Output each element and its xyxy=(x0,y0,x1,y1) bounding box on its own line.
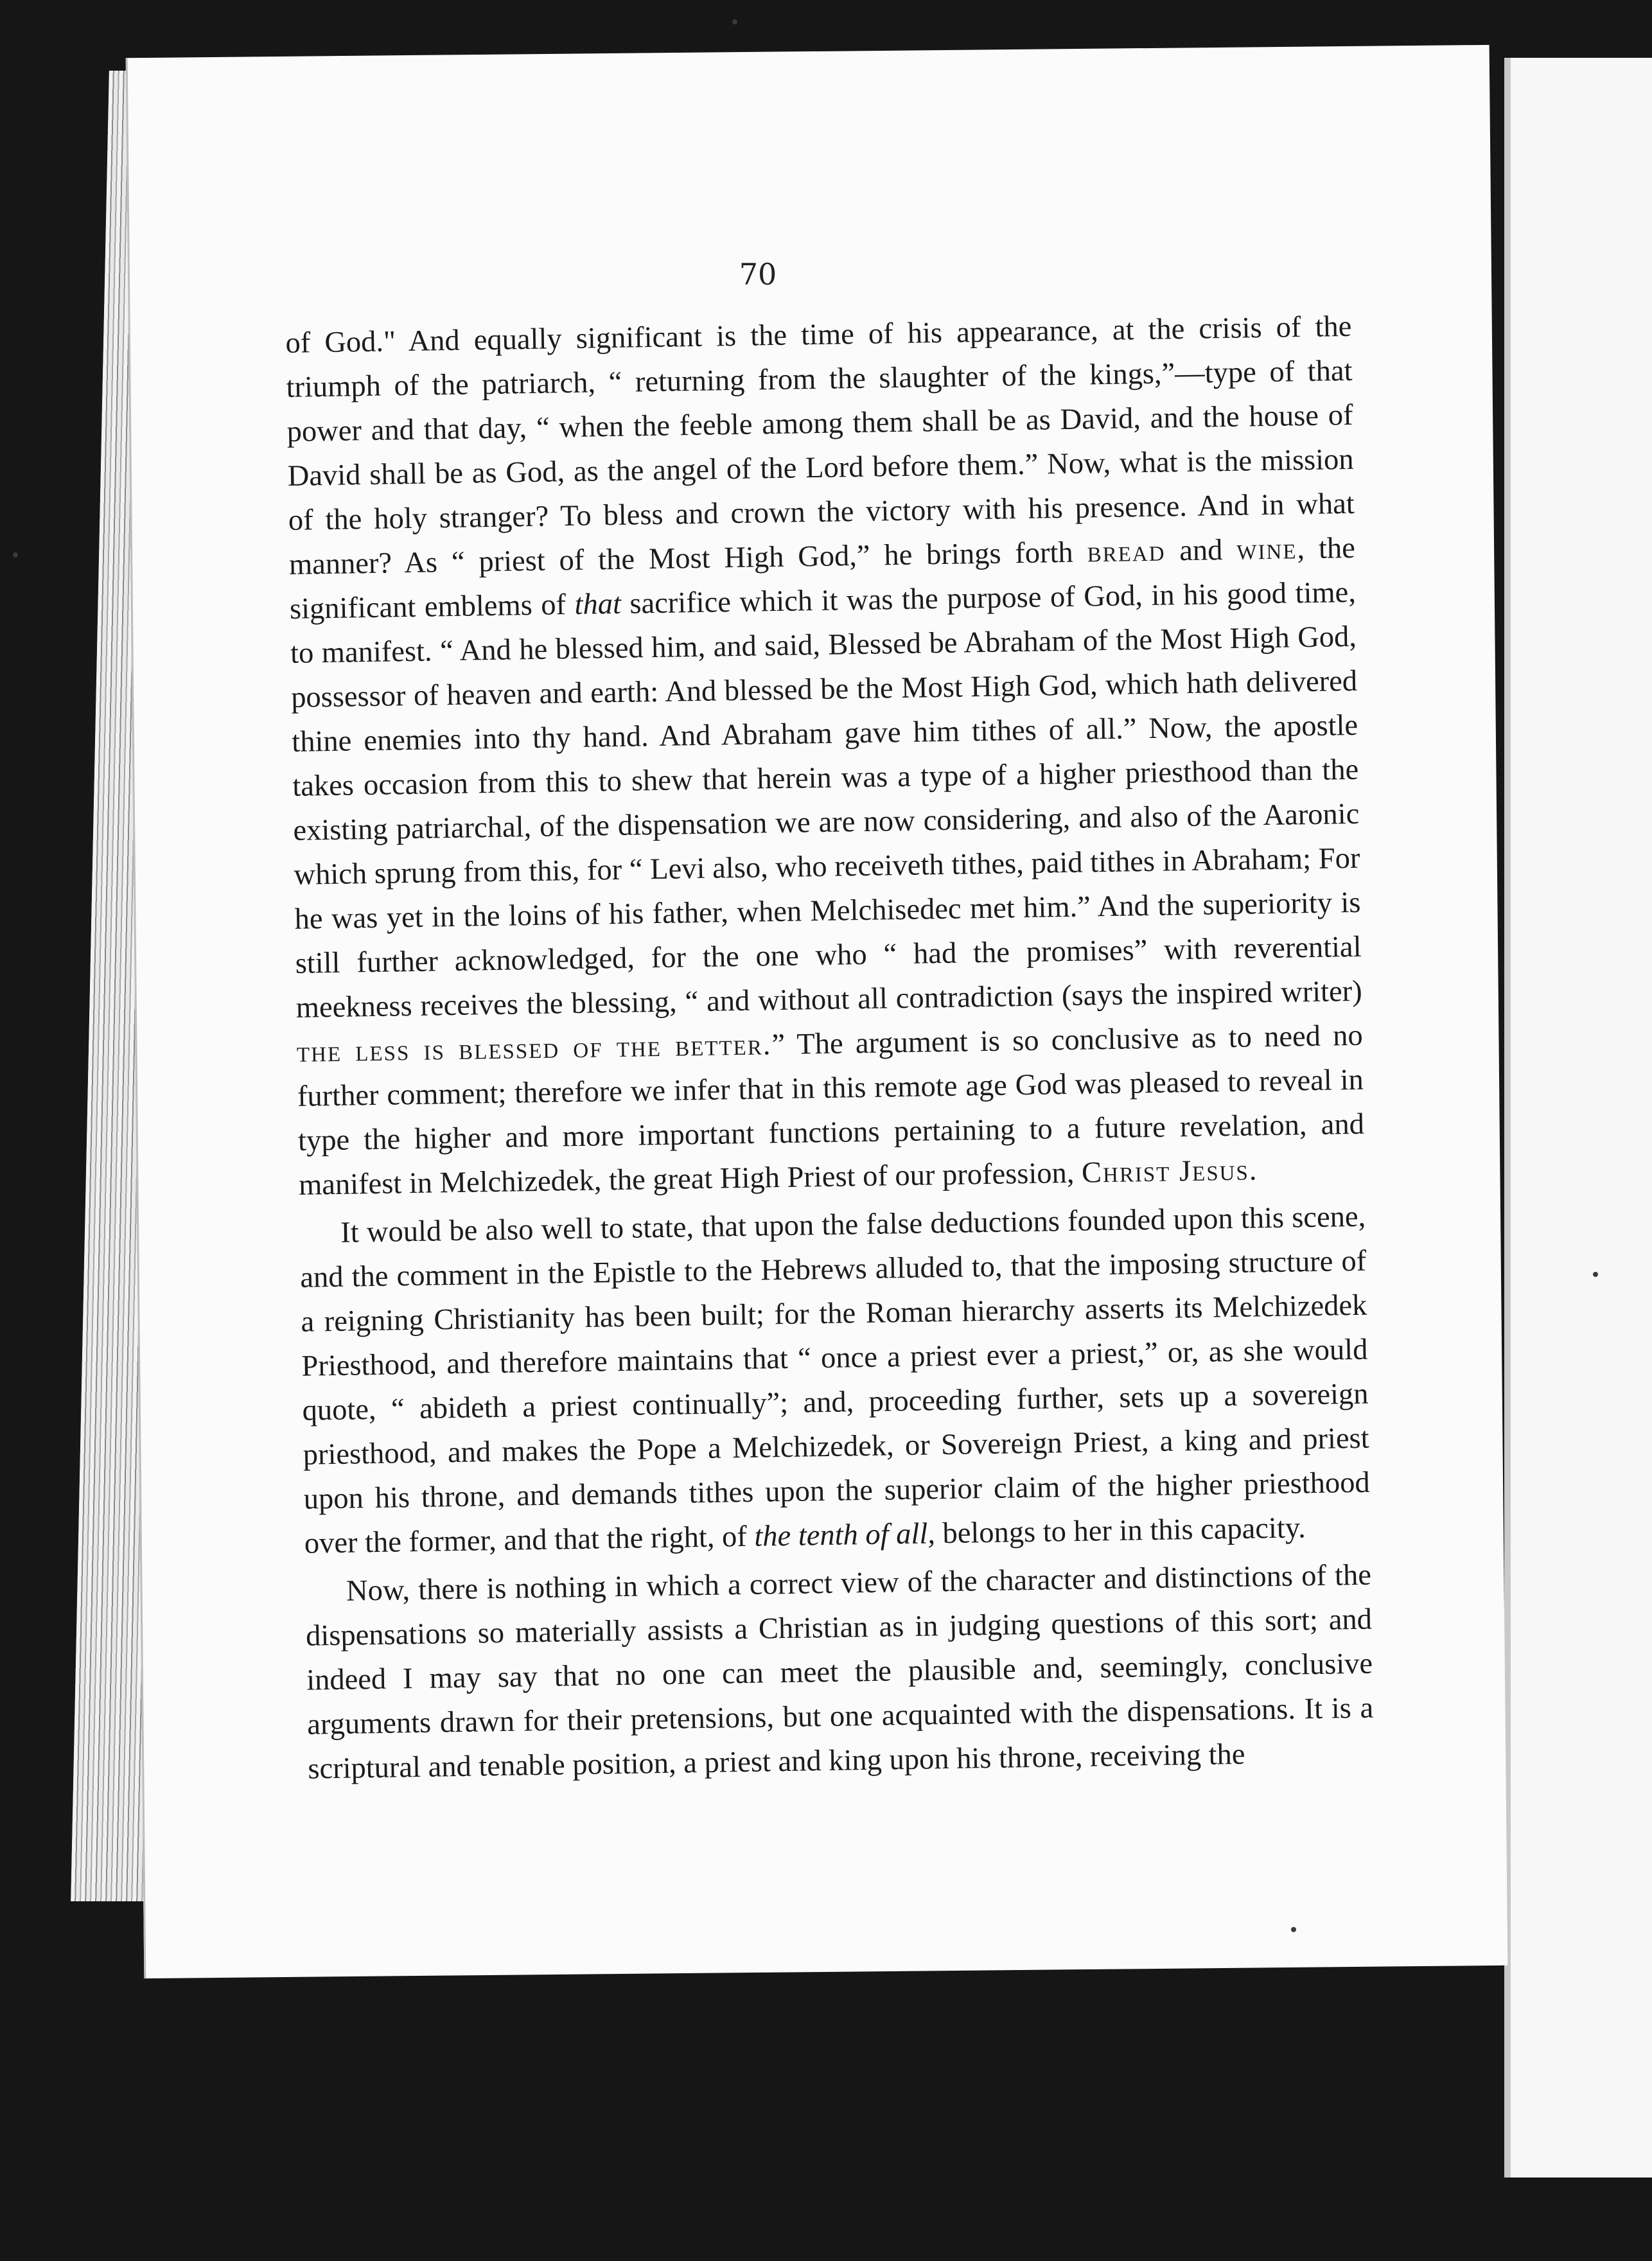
paragraph-1-part-4: sacrifice which it was the purpose of God, in his good time, to manifest. “ And he blessed him, and said, Blessed be Abraham of the Most High God, possessor of heaven and earth: And blessed be the Most High God, which hath delivered thine enemies into thy hand. And Abraham gave him tithes of all.” Now, the apostle takes occasion from this to shew that herein was a type of a higher priesthood than the existing patriarchal, of the dispensation we are now considering, and also of the Aaronic which sprung from this, for “ Levi also, who receiveth tithes, paid tithes in Abraham; For he was yet in the loins of his father, when Melchisedec met him.” And the superiority is still further acknowledged, for the one who “ had the promises” with reverential meekness receives the blessing, “ and without all contradiction (says the inspired writer) xyxy=(290,576,1362,1025)
paragraph-1-part-3: , the significant emblems of xyxy=(289,531,1356,626)
body-text xyxy=(285,304,1375,1791)
wine-word: wine xyxy=(1236,532,1297,567)
facing-page-edge xyxy=(1504,58,1652,2177)
paragraph-2-part-1: It would be also well to state, that upon the false deductions founded upon this scene, and the comment in the Epistle to the Hebrews alluded to, that the imposing structure of a reigning Christianity has been built; for the Roman hierarchy asserts its Melchizedek Priesthood, and therefore maintains that “ once a priest ever a priest,” or, as she would quote, “ abideth a priest continually”; and, proceeding further, sets up a sovereign priesthood, and makes the Pope a Melchizedek, or Sovereign Priest, a king and priest upon his throne, and demands tithes upon the superior claim of the higher priesthood over the former, and that the right, of xyxy=(299,1200,1371,1560)
page-number: 70 xyxy=(739,257,777,292)
paragraph-3: Now, there is nothing in which a correct view of the character and distinctions of the dispensations so materially assists a Christian as in judging questions of this sort; and indeed I may say that no one can meet the plausible and, seemingly, conclusive arguments drawn for their pretensions, but one acquainted with the dispensations. It is a scriptural and tenable position, a priest and king upon his throne, receiving the xyxy=(305,1558,1374,1786)
that-word: that xyxy=(574,587,622,621)
paragraph-2 xyxy=(299,1195,1371,1566)
paragraph-1-part-1: of God." And equally significant is the time of his appearance, at the crisis of the triumph of the patriarch, “ returning from the slaughter of the kings,”—type of that power and that day, “ when the feeble among them shall be as David, and the house of David shall be as God, as the angel of the Lord before them.” Now, what is the mission of the holy stranger? To bless and crown the victory with his presence. And in what manner? As “ priest of the Most High God,” he brings forth xyxy=(285,310,1355,581)
paragraph-1 xyxy=(285,304,1365,1208)
christ-jesus-phrase: Christ Jesus xyxy=(1081,1154,1250,1190)
ink-speck xyxy=(13,552,18,558)
paragraph-1-part-2: and xyxy=(1165,533,1237,568)
less-blessed-phrase: the less is blessed of the better. xyxy=(296,1028,772,1069)
paragraph-2-part-2: belongs to her in this capacity. xyxy=(935,1511,1306,1551)
tenth-phrase: the tenth of all, xyxy=(753,1517,936,1553)
paragraph-1-part-6: . xyxy=(1249,1154,1257,1187)
paragraph-1-part-5: ” The argument is so conclusive as to need no further comment; therefore we infer that in this remote age God was pleased to reveal in type the higher and more important functions pertaining to a future revelation, and manifest in Melchizedek, the great High Priest of our profession, xyxy=(297,1019,1365,1202)
bread-word: bread xyxy=(1087,534,1166,569)
ink-speck xyxy=(732,19,737,24)
ink-speck xyxy=(1291,1927,1296,1932)
ink-speck xyxy=(1593,1272,1598,1277)
